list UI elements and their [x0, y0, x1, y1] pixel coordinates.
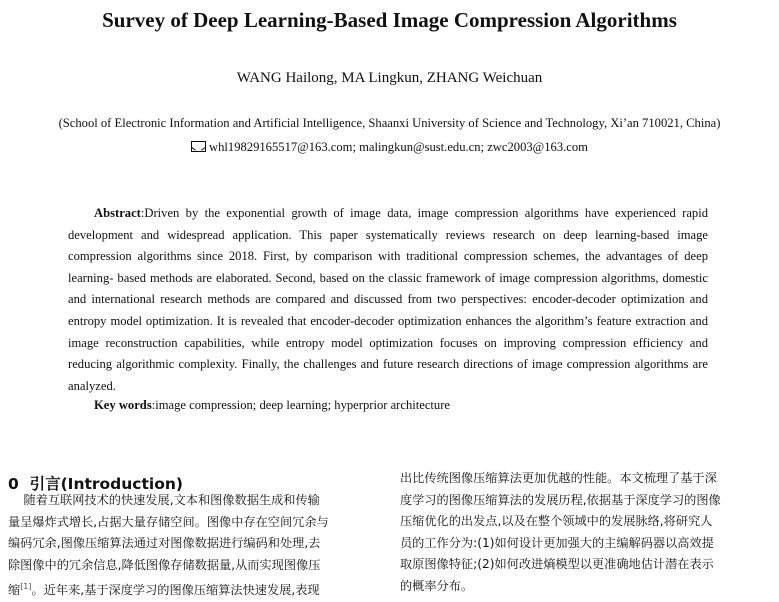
body-line: 编码冗余,图像压缩算法通过对图像数据进行编码和处理,去	[8, 536, 321, 551]
section-number: 0	[8, 475, 19, 493]
citation-ref[interactable]: [1]	[20, 582, 32, 592]
keywords	[94, 398, 714, 413]
body-line: 出比传统图像压缩算法更加优越的性能。本文梳理了基于深	[400, 471, 717, 485]
email-list[interactable]: whl19829165517@163.com; malingkun@sust.edu.cn; zwc2003@163.com	[209, 140, 588, 154]
body-line: 除图像中的冗余信息,降低图像存储数据量,从而实现图像压	[8, 557, 321, 572]
author-list: WANG Hailong, MA Lingkun, ZHANG Weichuan	[236, 70, 543, 86]
keywords-separator: :	[151, 398, 156, 412]
body-line	[8, 576, 380, 602]
body-line: 度学习的图像压缩算法的发展历程,依据基于深度学习的图像	[400, 492, 721, 507]
right-column	[400, 468, 772, 598]
envelope-icon	[191, 141, 206, 152]
keywords-text: image compression; deep learning; hyperprior architecture	[155, 398, 451, 412]
paper-title: Survey of Deep Learning-Based Image Compression Algorithms	[102, 8, 677, 32]
body-line: 随着互联网技术的快速发展,文本和图像数据生成和传输	[8, 493, 320, 507]
abstract-text: Driven by the exponential growth of image data, image compression algorithms have experienced rapid development and widespread application. This paper systematically reviews research on deep learning-based image compression algorithms since 2018. First, by comparison with traditional compression schemes, the advantages of deep learning- based methods are elaborated. Second, based on the classic framework of image compression algorithms, domestic and international research methods are compared and discussed from two perspectives: encoder-decoder optimization and entropy model optimization. It is revealed that encoder-decoder optimization enhances the algorithm’s feature extraction and image reconstruction capabilities, while entropy model optimization focuses on improving compression efficiency and reducing algorithmic complexity. Finally, the challenges and future research directions of image compression algorithms are analyzed.	[68, 206, 708, 393]
abstract-label: Abstract	[94, 206, 141, 220]
body-line: 的概率分布。	[400, 578, 474, 593]
section-title: 引言(Introduction)	[29, 475, 183, 493]
affiliation: (School of Electronic Information and Artificial Intelligence, Shaanxi University of Science and Technology, Xi’an 710021, China)	[58, 116, 721, 130]
body-line-start: 缩	[8, 583, 21, 598]
abstract-separator: :	[140, 206, 145, 220]
body-line: 压缩优化的出发点,以及在整个领域中的发展脉络,将研究人	[400, 514, 713, 529]
keywords-label: Key words	[94, 398, 152, 412]
body-line: 员的工作分为:(1)如何设计更加强大的主编解码器以高效提	[400, 535, 714, 550]
body-line: 取原图像特征;(2)如何改进熵模型以更准确地估计潜在表示	[400, 557, 714, 572]
contact-emails	[0, 140, 779, 155]
body-line: 量呈爆炸式增长,占据大量存储空间。图像中存在空间冗余与	[8, 514, 329, 529]
body-line-end: 。近年来,基于深度学习的图像压缩算法快速发展,表现	[31, 583, 320, 598]
abstract	[68, 203, 708, 397]
left-column	[8, 490, 380, 602]
